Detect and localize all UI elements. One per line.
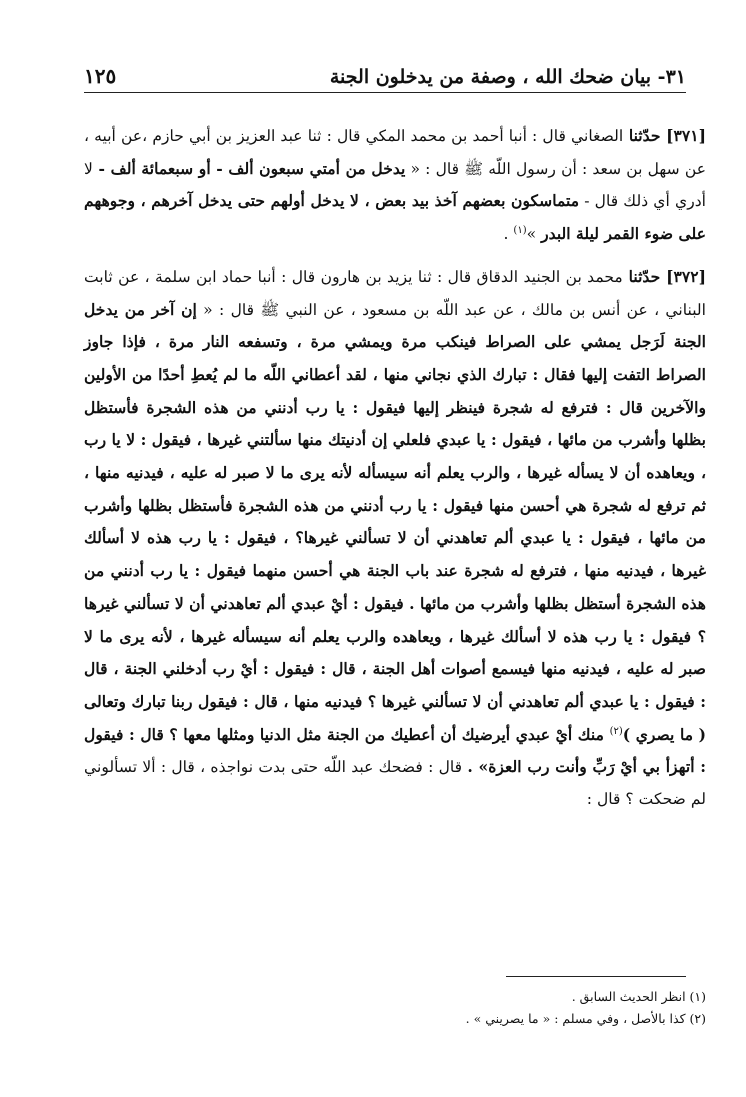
hadith-isnad: محمد بن الجنيد الدقاق قال : ثنا يزيد بن هارون قال : أنبا حماد ابن سلمة ، عن ثابت البناني ، عن أنس بن مالك ، عن عبد اللّه بن مسعود ، عن النبي ﷺ قال : « xyxy=(84,267,706,319)
hadith-continuation: قال : فضحك عبد اللّه حتى بدت نواجذه ، قال : ألا تسألوني لم ضحكت ؟ قال : xyxy=(84,758,706,809)
hadith-intro: حدّثنا xyxy=(623,126,667,145)
hadith-matn-continued: متماسكون بعضهم آخذ بيد بعض ، لا يدخل أولهم حتى يدخل آخرهم ، وجوههم على ضوء القمر ليلة البدر xyxy=(84,191,706,244)
footnote-ref[interactable]: (٢) xyxy=(609,725,623,737)
hadith-matn: يدخل من أمتي سبعون ألف - أو سبعمائة ألف - xyxy=(92,158,406,178)
hadith-intro: حدّثنا xyxy=(622,266,667,286)
footnote-ref[interactable]: (١) xyxy=(513,224,527,236)
hadith-number: [٣٧٢] xyxy=(666,266,706,286)
hadith-isnad: الصغاني قال : أنبا أحمد بن محمد المكي قال : ثنا عبد العزيز بن أبي حازم ،عن أبيه ، عن سهل بن سعد : أن رسول اللّه ﷺ قال : « xyxy=(84,127,706,178)
hadith-371 xyxy=(84,120,706,251)
footnote-divider xyxy=(506,976,686,977)
footnote-2: (٢) كذا بالأصل ، وفي مسلم : « ما يصريني » . xyxy=(465,1011,706,1026)
chapter-title: ٣١- بيان ضحك الله ، وصفة من يدخلون الجنة xyxy=(329,66,686,88)
hadith-372 xyxy=(84,261,706,816)
page-header xyxy=(84,58,686,93)
footnote-1: (١) انظر الحديث السابق . xyxy=(571,989,706,1004)
footnotes xyxy=(84,986,706,1030)
hadith-matn-continued: منك أيْ عبدي أيرضيك أن أعطيك من الجنة مثل الدنيا ومثلها معها ؟ قال : فيقول : أتهزأ بي أيْ رَبِّ وأنت رب العزة» . xyxy=(84,724,706,777)
hadith-number: [٣٧١] xyxy=(666,126,706,145)
page-number: ١٢٥ xyxy=(84,64,117,88)
main-text xyxy=(84,120,706,816)
hadith-matn: إن آخر من يدخل الجنة لَرَجل يمشي على الصراط فينكب مرة ويمشي مرة ، وتسفعه النار مرة ، فإذا جاوز الصراط التفت إليها فقال : تبارك الذي نجاني منها ، لقد أعطاني اللّه ما لم يُعطِ أحدًا من الأولين والآخرين قال : فترفع له شجرة فينظر إليها فيقول : يا رب أدنني من هذه الشجرة فأستظل بظلها وأشرب من مائها ، فيقول : يا عبدي فلعلي إن أدنيتك منها سألتني غيرها ، فيقول : لا يا رب ، ويعاهده أن لا يسأله غيرها ، والرب يعلم أنه سيسأله لأنه يرى ما لا صبر له عليه ، فيدنيه منها ، ثم ترفع له شجرة هي أحسن منها فيقول : يا رب أدنني من هذه الشجرة فأستظل بظلها وأشرب من مائها ، فيقول : يا عبدي ألم تعاهدني أن لا تسألني غيرها؟ ، فيقول : يا رب هذه لا أسألك غيرها ، فيدنيه منها ، فترفع له شجرة عند باب الجنة هي أحسن منهما فيقول : يا رب أدنني من هذه الشجرة أستظل بظلها وأشرب من مائها . فيقول : أيْ عبدي ألم تعاهدني أن لا تسألني غيرها ؟ فيقول : يا رب هذه لا أسألك غيرها ، ويعاهده والرب يعلم أنه سيسأله غيرها ، لأنه يرى ما لا صبر له عليه ، فيدنيه منها فيسمع أصوات أهل الجنة ، قال : فيقول : أيْ رب أدخلني الجنة ، قال : فيقول : يا عبدي ألم تعاهدني أن لا تسألني غيرها ؟ فيدنيه منها ، قال : فيقول ربنا تبارك وتعالى ( ما يصري ) xyxy=(84,299,706,744)
hadith-aside: لا أدري أي ذلك قال - xyxy=(84,159,706,211)
hadith-end: . xyxy=(503,225,514,244)
hadith-closing-quote: » xyxy=(526,225,542,244)
